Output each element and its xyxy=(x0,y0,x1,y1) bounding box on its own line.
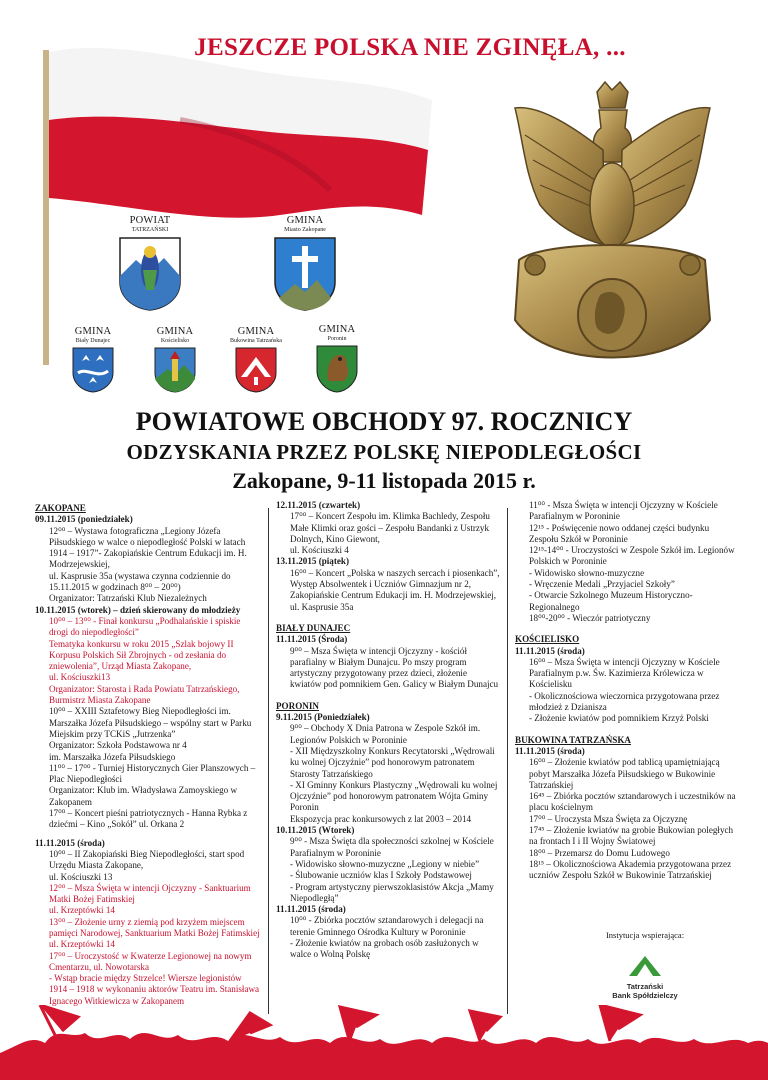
schedule-day-heading: 13.11.2015 (piątek) xyxy=(276,556,350,567)
schedule-event: 17⁰⁰ – Koncert Zespołu im. Klimka Bachledy, Zespołu Małe Klimki oraz gości – Zespołu Bandanki z Ustrzyk Dolnych, Kino Giewont, ul. Kościuszki 4 xyxy=(290,511,490,556)
schedule-day-heading: 11.11.2015 (środa) xyxy=(515,745,585,756)
schedule-day-heading: 10.11.2015 (wtorek) – dzień skierowany do młodzieży xyxy=(35,604,241,615)
schedule-day-heading: 10.11.2015 (Wtorek) xyxy=(276,825,355,836)
schedule-spacer xyxy=(276,613,500,620)
schedule-section-heading: ZAKOPANE xyxy=(35,503,86,513)
bank-name: Tatrzański Bank Spółdzielczy xyxy=(612,982,678,1000)
schedule-section-heading: KOŚCIELISKO xyxy=(515,634,580,645)
schedule-day-heading: 09.11.2015 (poniedziałek) xyxy=(35,514,133,525)
column-divider xyxy=(268,508,269,1014)
poronin-coat-of-arms-icon xyxy=(316,345,358,393)
schedule-section-heading: BIAŁY DUNAJEC xyxy=(276,622,351,633)
sponsor-label: Instytucja wspierająca: xyxy=(605,930,685,940)
schedule-day-heading: 11.11.2015 (środa) xyxy=(35,837,105,848)
schedule-column-1 xyxy=(35,500,260,1007)
crest-gmina-poronin: GMINA Poronin xyxy=(302,324,372,393)
schedule-event: 9⁰⁰ - Msza Święta dla społeczności szkolnej w Kościele Parafialnym w Poroninie - Widowisko słowno-muzyczne „Legiony w niebie” - Ślubowanie uczniów klas I Szkoły Podstawowej - Program artystyczny pierwszoklasistów Akcja „Mamy Niepodległą” xyxy=(290,836,494,903)
zakopane-coat-of-arms-icon xyxy=(273,236,337,312)
headline-place-date: Zakopane, 9-11 listopada 2015 r. xyxy=(232,468,536,493)
crest-gmina-koscielisko: GMINA Kościelisko xyxy=(140,326,210,393)
schedule-column-2 xyxy=(276,500,500,961)
schedule-spacer xyxy=(515,624,740,631)
powiat-coat-of-arms-icon xyxy=(118,236,182,312)
motto: JESZCZE POLSKA NIE ZGINĘŁA, ... xyxy=(194,34,626,61)
schedule-event: 16⁰⁰ – Koncert „Polska w naszych sercach i piosenkach”, Występ Absolwentek i Uczniów Gimnazjum nr 2, Zakopiańskie Centrum Edukacji im. H. Modrzejewskiej, ul. Kasprusie 35a xyxy=(290,567,500,612)
schedule-day-heading: 11.11.2015 (środa) xyxy=(515,645,585,656)
headline-subtitle: ODZYSKANIA PRZEZ POLSKĘ NIEPODLEGŁOŚCI xyxy=(126,440,642,464)
polish-flag xyxy=(30,40,440,370)
schedule-section-heading: PORONIN xyxy=(276,700,319,711)
crowd-silhouette-decoration xyxy=(0,1005,768,1080)
crest-powiat-tatrzanski: POWIAT TATRZAŃSKI xyxy=(112,215,188,312)
headline-title: POWIATOWE OBCHODY 97. ROCZNICY xyxy=(135,407,633,436)
schedule-day-heading: 11.11.2015 (Środa) xyxy=(276,634,348,645)
schedule-event: 16⁰⁰ – Złożenie kwiatów pod tablicą upamiętniającą pobyt Marszałka Józefa Piłsudskiego w Bukowinie Tatrzańskiej 16⁴⁵ – Zbiórka pocztów sztandarowych i uczestników na placu kościelnym 17⁰⁰ – Uroczysta Msza Święta za Ojczyznę 17⁴⁵ – Złożenie kwiatów na grobie Bukowian poległych na frontach I i II Wojny Światowej 18⁰⁰ – Przemarsz do Domu Ludowego 18¹⁵ – Okolicznościowa Akademia przygotowana przez uczniów Zespołu Szkół w Bukowinie Tatrzańskiej xyxy=(529,757,736,881)
schedule-event: 10⁰⁰ – XXIII Sztafetowy Bieg Niepodległości im. Marszałka Józefa Piłsudskiego – wspólny start w Parku Miejskim przy TCKiS „Jutrzenka” Organizator: Szkoła Podstawowa nr 4 im. Marszałka Józefa Piłsudskiego 11⁰⁰ – 17⁰⁰ - Turniej Historycznych Gier Planszowych – Plac Niepodległości Organizator: Klub im. Władysława Zamoyskiego w Zakopanem 17⁰⁰ – Koncert pieśni patriotycznych - Hanna Rybka z dziećmi – Kino „Sokół” ul. Orkana 2 xyxy=(49,706,256,830)
schedule-event: 12⁰⁰ – Msza Święta w intencji Ojczyzny - Sanktuarium Matki Bożej Fatimskiej ul. Krzeptówki 14 13⁰⁰ – Złożenie urny z ziemią pod krzyżem miejscem pamięci Narodowej, Sanktuarium Matki Bożej Fatimskiej ul. Krzeptówki 14 17⁰⁰ – Uroczystość w Kwaterze Legionowej na nowym Cmentarzu, ul. Nowotarska - Wstąp bracie między Strzelce! Wiersze legionistów 1914 – 1918 w wykonaniu aktorów Teatru im. Stanisława Ignacego Witkiewicza w Zakopanem xyxy=(49,882,260,1006)
schedule-event: 10⁰⁰ – 13⁰⁰ - Finał konkursu „Podhalańskie i spiskie drogi do niepodległości” Tematyka konkursu w roku 2015 „Szlak bojowy II Korpusu Polskich Sił Zbrojnych - od zesłania do zniewolenia”, Urząd Miasta Zakopane, ul. Kościuszki13 Organizator: Starosta i Rada Powiatu Tatrzańskiego, Burmistrz Miasta Zakopane xyxy=(49,615,241,706)
schedule-event: 16⁰⁰ – Msza Święta w intencji Ojczyzny w Kościele Parafialnym p.w. Św. Kazimierza Królewicza w Kościelisku - Okolicznościowa wieczornica przygotowana przez młodzież z Dzianisza - Złożenie kwiatów pod pomnikiem Krzyż Polski xyxy=(529,656,720,724)
koscielisko-coat-of-arms-icon xyxy=(154,347,196,393)
bank-logo-icon xyxy=(625,952,665,980)
crest-gmina-zakopane: GMINA Miasto Zakopane xyxy=(265,215,345,312)
schedule-spacer xyxy=(276,691,500,698)
bukowina-coat-of-arms-icon xyxy=(235,347,277,393)
schedule-spacer xyxy=(515,725,740,732)
schedule-event: 10⁰⁰ - Zbiórka pocztów sztandarowych i delegacji na terenie Gminnego Ośrodka Kultury w Poroninie - Złożenie kwiatów na grobach osób zasłużonych w walce o Wolną Polskę xyxy=(290,915,484,960)
crest-gmina-bukowina-tatrzanska: GMINA Bukowina Tatrzańska xyxy=(215,326,297,393)
schedule-event: 9⁰⁰ – Obchody X Dnia Patrona w Zespole Szkół im. Legionów Polskich w Poroninie - XII Międzyszkolny Konkurs Recytatorski „Wędrowali ku wolnej Ojczyźnie” pod honorowym patronatem Starosty Tatrzańskiego - XI Gminny Konkurs Plastyczny „Wędrowali ku wolnej Ojczyźnie” pod honorowym patronatem Wójta Gminy Poronin Ekspozycja prac konkursowych z lat 2003 – 2014 xyxy=(290,723,498,824)
bialy-dunajec-coat-of-arms-icon xyxy=(72,347,114,393)
schedule-section-heading: BUKOWINA TATRZAŃSKA xyxy=(515,734,631,745)
schedule-column-3 xyxy=(515,500,740,882)
eagle-emblem xyxy=(505,80,720,385)
schedule-day-heading: 11.11.2015 (środa) xyxy=(276,904,346,915)
schedule-event: 11⁰⁰ - Msza Święta w intencji Ojczyzny w Kościele Parafialnym w Poroninie 12¹⁵ - Poświęcenie nowo oddanej części budynku Zespołu Szkół w Poroninie 12¹⁵-14⁰⁰ - Uroczystości w Zespole Szkół im. Legionów Polskich w Poroninie - Widowisko słowno-muzyczne - Wręczenie Medali „Przyjaciel Szkoły” - Otwarcie Szkolnego Muzeum Historyczno-Regionalnego 18⁰⁰-20⁰⁰ - Wieczór patriotyczny xyxy=(529,500,735,623)
schedule-event: 9⁰⁰ – Msza Święta w intencji Ojczyzny - kościół parafialny w Białym Dunajcu. Po mszy program artystyczny przygotowany przez dzieci, złożenie kwiatów pod pomnikiem Gen. Galicy w Białym Dunajcu xyxy=(290,645,499,690)
schedule-spacer xyxy=(35,831,260,838)
crest-gmina-bialy-dunajec: GMINA Biały Dunajec xyxy=(58,326,128,393)
schedule-day-heading: 9.11.2015 (Poniedziałek) xyxy=(276,712,370,723)
schedule-day-heading: 12.11.2015 (czwartek) xyxy=(276,500,361,510)
column-divider xyxy=(507,508,508,1014)
schedule-event: 12⁰⁰ – Wystawa fotograficzna „Legiony Józefa Piłsudskiego w walce o niepodległość Polski w latach 1914 – 1917”- Zakopiańskie Centrum Edukacji im. H. Modrzejewskiej, ul. Kasprusie 35a (wystawa czynna codziennie do 15.11.2015 w godzinach 8⁰⁰ – 20⁰⁰) Organizator: Tatrzański Klub Niezależnych xyxy=(49,525,247,604)
schedule-event: 10⁰⁰ – II Zakopiański Bieg Niepodległości, start spod Urzędu Miasta Zakopane, ul. Kościuszki 13 xyxy=(49,848,245,882)
flag-pole xyxy=(43,50,49,365)
